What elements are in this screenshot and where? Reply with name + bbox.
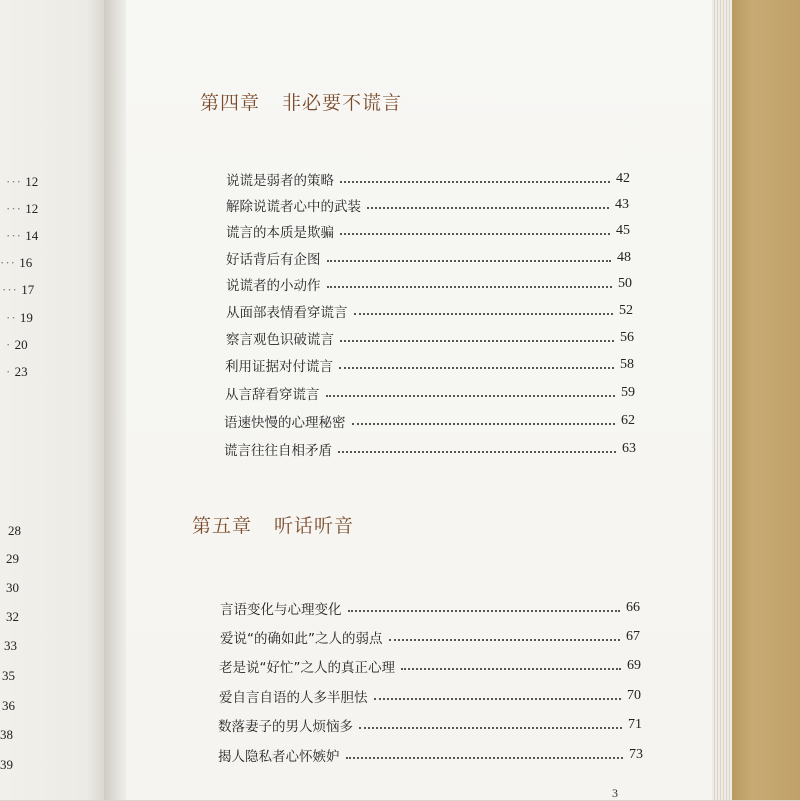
toc-entry-page: 48 [617, 250, 631, 265]
toc-entry [226, 327, 634, 349]
toc-entry-title: 察言观色识破谎言 [226, 332, 334, 348]
toc-entry-title: 从面部表情看穿谎言 [226, 305, 348, 321]
toc-entry [219, 685, 641, 707]
book-cover [732, 0, 800, 800]
toc-entry-title: 言语变化与心理变化 [220, 602, 342, 618]
toc-entry-page: 73 [629, 747, 643, 762]
left-page-number: ··· 14 [6, 228, 39, 243]
chapter-label: 第五章 [192, 515, 253, 537]
toc-entry [226, 168, 630, 190]
toc-entry-title: 好话背后有企图 [226, 252, 321, 268]
left-page-number: · 23 [6, 364, 28, 379]
dot-leader [339, 367, 614, 369]
dot-leader [346, 757, 624, 759]
toc-entry [224, 438, 636, 460]
toc-entry-page: 43 [615, 197, 629, 212]
toc-entry-title: 爱说“的确如此”之人的弱点 [220, 631, 383, 647]
toc-entry-page: 66 [626, 600, 640, 615]
left-page-number: ··· 12 [6, 174, 39, 189]
toc-entry [225, 354, 634, 376]
dot-leader [338, 451, 616, 453]
left-page-number: ··· 12 [6, 201, 39, 216]
chapter-title: 听话听音 [274, 515, 355, 537]
toc-entry-page: 62 [621, 413, 635, 428]
toc-entry [218, 714, 642, 736]
toc-entry [219, 655, 641, 677]
dot-leader [327, 286, 613, 288]
toc-entry-title: 爱自言自语的人多半胆怯 [219, 690, 368, 706]
dot-leader [352, 423, 616, 425]
toc-entry-page: 59 [621, 385, 635, 400]
left-page-number: 28 [8, 523, 21, 538]
chapter-title: 非必要不谎言 [282, 92, 403, 114]
left-page-number: 29 [6, 551, 19, 566]
toc-entry-page: 50 [618, 276, 632, 291]
dot-leader [359, 727, 622, 729]
toc-entry [218, 744, 643, 766]
toc-entry-title: 老是说“好忙”之人的真正心理 [219, 660, 395, 676]
toc-entry-title: 利用证据对付谎言 [225, 359, 333, 375]
toc-entry [226, 220, 630, 242]
toc-entry [226, 194, 629, 216]
dot-leader [401, 668, 621, 670]
chapter-heading [192, 511, 354, 538]
toc-entry [220, 597, 640, 619]
left-page-number: 38 [0, 727, 13, 742]
toc-entry-title: 从言辞看穿谎言 [225, 387, 320, 403]
toc-entry [225, 382, 635, 404]
left-page-number: · 20 [6, 337, 28, 352]
dot-leader [389, 639, 621, 641]
dot-leader [326, 395, 616, 397]
toc-entry [220, 626, 640, 648]
toc-entry-title: 说谎者的小动作 [226, 278, 321, 294]
toc-entry-title: 解除说谎者心中的武装 [226, 199, 361, 215]
toc-entry-title: 谎言往往自相矛盾 [224, 443, 332, 459]
toc-entry-title: 揭人隐私者心怀嫉妒 [218, 749, 340, 765]
chapter-heading [200, 88, 402, 115]
dot-leader [340, 340, 614, 342]
dot-leader [327, 260, 612, 262]
toc-entry [226, 300, 633, 322]
dot-leader [367, 207, 609, 209]
toc-entry-page: 69 [627, 658, 641, 673]
toc-entry [226, 273, 632, 295]
toc-entry-title: 数落妻子的男人烦恼多 [218, 719, 353, 735]
chapter-label: 第四章 [200, 92, 261, 114]
left-page-number: 35 [2, 668, 15, 683]
toc-entry-page: 52 [619, 303, 633, 318]
toc-entry-page: 56 [620, 330, 634, 345]
toc-entry-title: 语速快慢的心理秘密 [224, 415, 346, 431]
toc-entry-page: 42 [616, 171, 630, 186]
left-page-number: 30 [6, 580, 19, 595]
toc-entry-page: 70 [627, 688, 641, 703]
left-page-number: ··· 16 [0, 255, 33, 270]
toc-entry [224, 410, 635, 432]
dot-leader [340, 233, 610, 235]
left-page-number: ··· 17 [2, 282, 35, 297]
toc-entry-page: 63 [622, 441, 636, 456]
left-page-number: 32 [6, 609, 19, 624]
toc-entry-title: 谎言的本质是欺骗 [226, 225, 334, 241]
toc-entry [226, 247, 631, 269]
toc-entry-page: 45 [616, 223, 630, 238]
page-number: 3 [612, 786, 618, 800]
toc-entry-title: 说谎是弱者的策略 [226, 173, 334, 189]
toc-entry-page: 67 [626, 629, 640, 644]
left-page-number: 39 [0, 757, 13, 772]
dot-leader [374, 698, 622, 700]
page-edges [712, 0, 734, 800]
toc-entry-page: 71 [628, 717, 642, 732]
left-page-number: 33 [4, 638, 17, 653]
dot-leader [354, 313, 614, 315]
toc-entry-page: 58 [620, 357, 634, 372]
dot-leader [340, 181, 610, 183]
dot-leader [348, 610, 621, 612]
left-page-number: 36 [2, 698, 15, 713]
left-page [0, 0, 108, 800]
left-page-number: ·· 19 [6, 310, 33, 325]
